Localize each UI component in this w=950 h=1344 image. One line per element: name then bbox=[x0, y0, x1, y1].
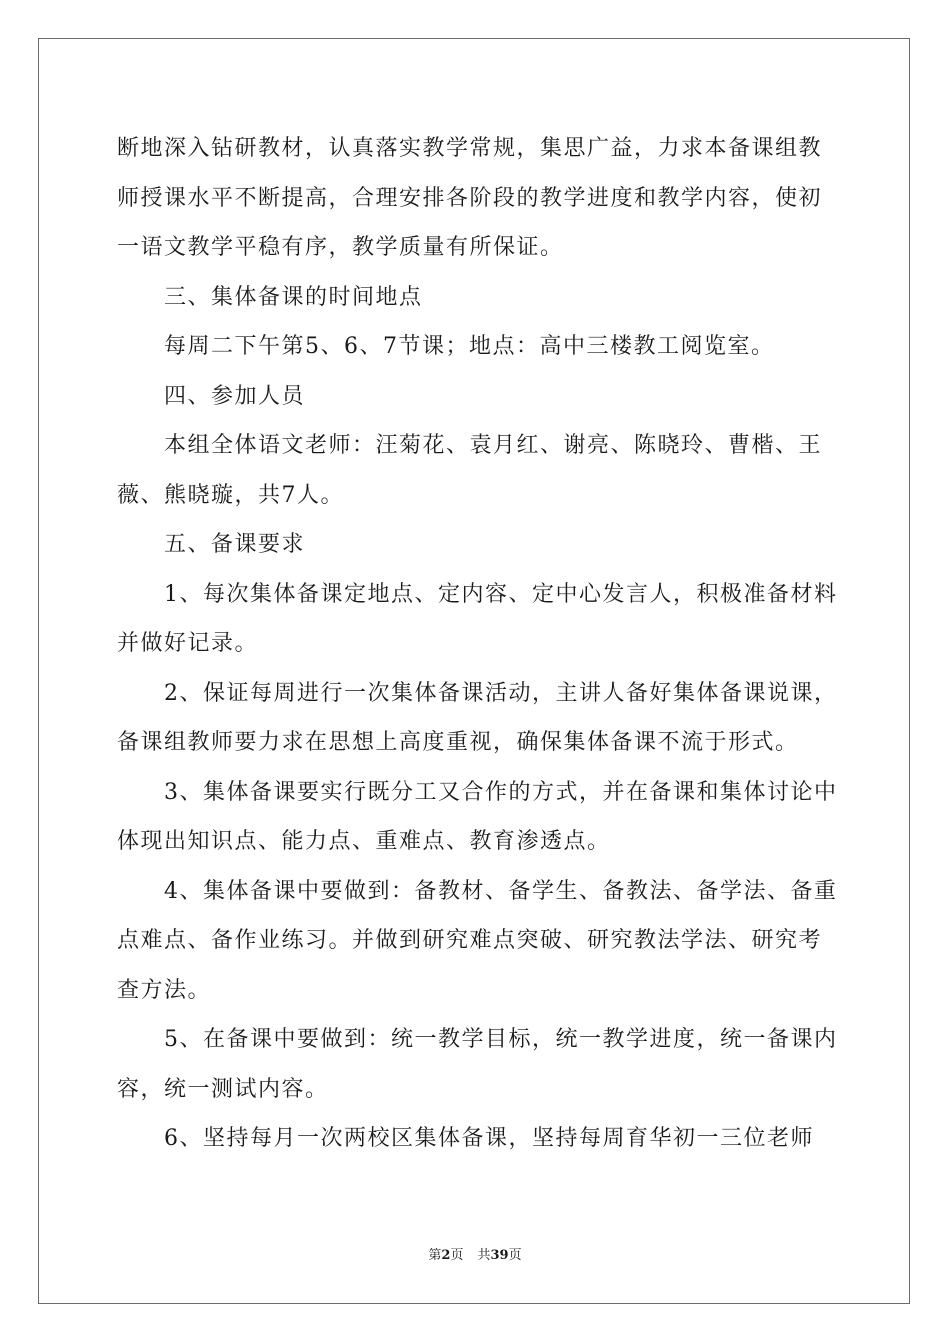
section-heading-participants: 四、参加人员 bbox=[164, 383, 306, 409]
requirement-item-3: 3、集体备课要实行既分工又合作的方式，并在备课和集体讨论中体现出知识点、能力点、重难点、教育渗透点。 bbox=[117, 779, 838, 854]
total-page-count: 39 bbox=[490, 1248, 509, 1263]
paragraph-time-place: 每周二下午第5、6、7节课；地点：高中三楼教工阅览室。 bbox=[164, 334, 775, 359]
requirement-item-2: 2、保证每周进行一次集体备课活动，主讲人备好集体备课说课，备课组教师要力求在思想上高度重视，确保集体备课不流于形式。 bbox=[117, 680, 838, 755]
total-suffix: 页 bbox=[508, 1248, 522, 1263]
requirement-item-4: 4、集体备课中要做到：备教材、备学生、备教法、备学法、备重点难点、备作业练习。并做到研究难点突破、研究教法学法、研究考查方法。 bbox=[117, 878, 838, 1003]
requirement-item-6: 6、坚持每月一次两校区集体备课，坚持每周育华初一三位老师 bbox=[164, 1126, 814, 1151]
total-prefix: 共 bbox=[477, 1248, 491, 1263]
paragraph-intro: 断地深入钻研教材，认真落实教学常规，集思广益，力求本备课组教师授课水平不断提高，合理安排各阶段的教学进度和教学内容，使初一语文教学平稳有序，教学质量有所保证。 bbox=[117, 136, 823, 260]
section-heading-requirements: 五、备课要求 bbox=[164, 532, 306, 557]
page-prefix: 第 bbox=[428, 1248, 442, 1263]
page-suffix: 页 bbox=[450, 1248, 464, 1263]
paragraph-participants: 本组全体语文老师：汪菊花、袁月红、谢亮、陈晓玲、曹楷、王薇、熊晓璇，共7人。 bbox=[117, 433, 823, 508]
requirement-item-1: 1、每次集体备课定地点、定内容、定中心发言人，积极准备材料并做好记录。 bbox=[117, 581, 838, 656]
requirement-item-5: 5、在备课中要做到：统一教学目标，统一教学进度，统一备课内容，统一测试内容。 bbox=[117, 1027, 838, 1102]
document-body bbox=[117, 124, 842, 1164]
current-page-number: 2 bbox=[441, 1248, 451, 1263]
section-heading-time-place: 三、集体备课的时间地点 bbox=[164, 284, 423, 310]
page-footer bbox=[0, 1247, 950, 1265]
